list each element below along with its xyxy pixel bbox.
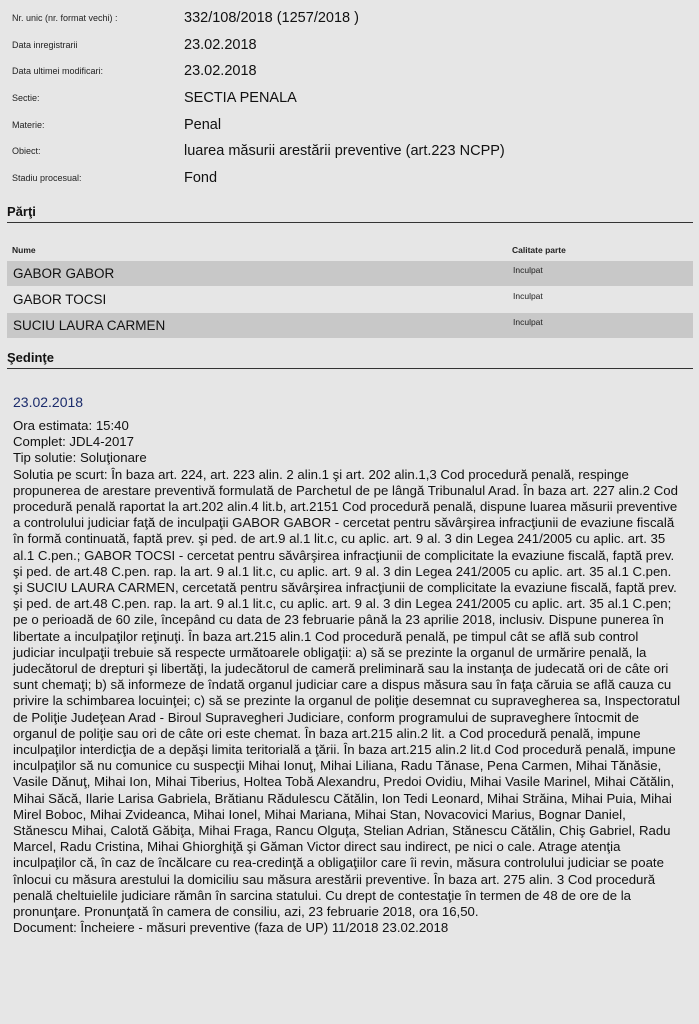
info-value: 23.02.2018 [184, 63, 257, 79]
parti-divider [7, 222, 693, 223]
sedinte-title: Şedinţe [7, 350, 54, 365]
info-row-stadiu [0, 170, 699, 196]
table-row [7, 313, 693, 338]
session-document: Document: Încheiere - măsuri preventive (faza de UP) 11/2018 23.02.2018 [13, 920, 449, 936]
info-row-obiect [0, 143, 699, 169]
info-row-sectie [0, 90, 699, 116]
sedinte-divider [7, 368, 693, 369]
info-row-materie [0, 117, 699, 143]
party-name: GABOR TOCSI [13, 292, 107, 307]
info-value: Fond [184, 170, 218, 186]
info-value: 23.02.2018 [184, 37, 257, 53]
info-value: Penal [184, 117, 222, 133]
info-row-data-modificari [0, 63, 699, 89]
info-value: luarea măsurii arestării preventive (art.223 NCPP) [184, 143, 505, 159]
session-date: 23.02.2018 [13, 394, 84, 410]
parti-title: Părţi [7, 204, 36, 219]
party-role: Inculpat [513, 291, 543, 301]
session-solutia: Solutia pe scurt: În baza art. 224, art. 223 alin. 2 alin.1 şi art. 202 alin.1,3 Cod procedură penală, respinge propunerea de arestare preventivă formulată de Parchetul de pe lângă Tribunalul Arad. În baza art. 227 alin.2 Cod procedură penală raportat la art.202 alin.4 lit.b, art.2151 Cod procedură penală, dispune luarea măsurii preventive a controlului judiciar faţă de inculpaţii GABOR GABOR - cercetat pentru săvârşirea infracţiunii de evaziune fiscală în formă continuată, faptă prev. şi ped. de art.9 al.1 lit.c, cu aplic. art. 9 al. 3 din Legea 241/2005 cu aplic. art. 35 al.1 C.pen.; GABOR TOCSI - cercetat pentru săvârşirea infracţiunii de complicitate la evaziune fiscală, faptă prev. şi ped. de art.48 C.pen. rap. la art. 9 al.1 lit.c, cu aplic. art. 9 al. 3 din Legea 241/2005 cu aplic. art. 35 al.1 C.pen. şi SUCIU LAURA CARMEN, cercetată pentru săvârşirea infracţiunii de complicitate la evaziune fiscală, faptă prev. şi ped. de art.48 C.pen. rap. la art. 9 al.1 lit.c, cu aplic. art. 9 al. 3 din Legea 241/2005 cu aplic. art. 35 al.1 C.pen; pe o perioadă de 60 zile, începând cu data de 23 februarie până la 23 aprilie 2018, inclusiv. Dispune punerea în libertate a inculpaţilor reţinuţi. În baza art.215 alin.1 Cod procedură penală, pe timpul cât se află sub control judiciar inculpaţii trebuie să respecte următoarele obligaţii: a) să se prezinte la organul de urmărire penală, la judecătorul de drepturi şi libertăţi, la judecătorul de cameră preliminară sau la instanţa de judecată ori de câte ori sunt chemaţi; b) să informeze de îndată organul judiciar care a dispus măsura sau în faţa căruia se află cauza cu privire la schimbarea locuinţei; c) să se prezinte la organul de poliţie desemnat cu supravegherea sa, Inspectoratul de Poliţie Judeţean Arad - Biroul Supravegheri Judiciare, conform programului de supraveghere întocmit de organul de poliţie sau ori de câte ori este chemat. În baza art.215 alin.2 lit. a Cod procedură penală, impune inculpaţilor interdicţia de a depăşi limita teritorială a ţării. În baza art.215 alin.2 lit.d Cod procedură penală, impune inculpaţilor să nu comunice cu suspecţii Mihai Ionuţ, Mihai Liliana, Radu Tănase, Pena Carmen, Mihai Tănăsie, Vasile Dănuţ, Mihai Ion, Mihai Tiberius, Holtea Tobă Alexandru, Predoi Ovidiu, Mihai Vasile Marinel, Mihai Cătălin, Mihai Săcă, Ilarie Larisa Gabriela, Brătianu Rădulescu Cătălin, Ion Tedi Leonard, Mihai Străina, Mihai Puia, Mihai Mirel Boboc, Mihai Zvideanca, Mihai Ionel, Mihai Mariana, Mihai Stan, Novacovici Marius, Bognar Daniel, Stănescu Mihai, Calotă Găbiţa, Mihai Fraga, Rancu Olguţa, Stelian Adrian, Stănescu Cătălin, Chiş Gabriel, Radu Marcel, Radu Cristina, Mihai Ghiorghiţă şi Găman Victor direct sau indirect, pe nici o cale. Atrage atenţia inculpaţilor că, în caz de încălcare cu rea-credinţă a obligaţiilor care îi revin, măsura controlului judiciar se poate înlocui cu măsura arestului la domiciliu sau măsura arestării preventive. În baza art. 275 alin. 3 Cod procedură penală cheltuielile judiciare rămân în sarcina statului. Cu drept de contestaţie în termen de 48 de ore de la pronunţare. Pronunţată în camera de consiliu, azi, 23 februarie 2018, ora 16,50. [13, 466, 681, 920]
session-details [13, 418, 683, 937]
party-name: GABOR GABOR [13, 266, 115, 281]
table-row [7, 287, 693, 312]
party-role: Inculpat [513, 317, 543, 327]
info-label: Nr. unic (nr. format vechi) : [12, 13, 118, 23]
info-label: Data ultimei modificari: [12, 66, 104, 76]
info-label: Data inregistrarii [12, 40, 78, 50]
info-row-data-inregistrarii [0, 37, 699, 63]
info-label: Stadiu procesual: [12, 173, 82, 183]
info-label: Materie: [12, 120, 45, 130]
session-tip-solutie: Tip solutie: Soluţionare [13, 450, 147, 466]
table-row [7, 261, 693, 286]
col-header-nume: Nume [12, 245, 36, 255]
info-value: 332/108/2018 (1257/2018 ) [184, 10, 359, 26]
col-header-calitate: Calitate parte [512, 245, 566, 255]
session-ora: Ora estimata: 15:40 [13, 418, 129, 433]
info-value: SECTIA PENALA [184, 90, 297, 106]
session-complet: Complet: JDL4-2017 [13, 434, 134, 450]
party-name: SUCIU LAURA CARMEN [13, 318, 166, 333]
info-label: Sectie: [12, 93, 40, 103]
party-role: Inculpat [513, 265, 543, 275]
info-label: Obiect: [12, 146, 41, 156]
info-row-nr-unic [0, 10, 699, 36]
